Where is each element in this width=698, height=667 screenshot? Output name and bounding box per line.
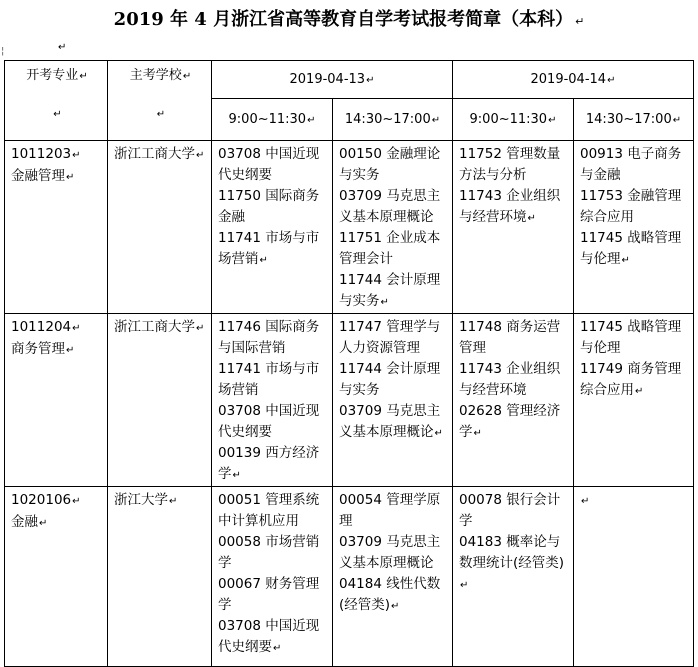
- table-row: [5, 314, 694, 487]
- exam-cell: 03708 中国近现代史纲要 11750 国际商务金融 11741 市场与市场营销↵: [212, 141, 333, 314]
- header-d1-afternoon: 14:30~17:00↵: [333, 99, 453, 141]
- header-date-1: 2019-04-13↵: [212, 61, 453, 99]
- school-cell: 浙江工商大学↵: [108, 314, 212, 487]
- paragraph-mark: ↵: [58, 42, 67, 53]
- header-d2-morning: 9:00~11:30↵: [453, 99, 574, 141]
- margin-marker: ¦: [1, 46, 5, 57]
- major-cell: 1011204↵ 商务管理↵: [5, 314, 108, 487]
- exam-cell: 00051 管理系统中计算机应用 00058 市场营销学 00067 财务管理学 03708 中国近现代史纲要↵: [212, 487, 333, 667]
- exam-cell: 11745 战略管理与伦理 11749 商务管理综合应用↵: [574, 314, 694, 487]
- exam-cell: 00054 管理学原理 03709 马克思主义基本原理概论 04184 线性代数(经管类)↵: [333, 487, 453, 667]
- header-major: 开考专业↵ ↵: [5, 61, 108, 141]
- table-row: [5, 141, 694, 314]
- major-cell: 1011203↵ 金融管理↵: [5, 141, 108, 314]
- exam-cell-empty: ↵: [574, 487, 694, 667]
- header-d2-afternoon: 14:30~17:00↵: [574, 99, 694, 141]
- header-date-2: 2019-04-14↵: [453, 61, 694, 99]
- exam-schedule-table: [4, 60, 694, 667]
- exam-cell: 11748 商务运营管理 11743 企业组织与经营环境 02628 管理经济学↵: [453, 314, 574, 487]
- school-cell: 浙江工商大学↵: [108, 141, 212, 314]
- table-row: [5, 487, 694, 667]
- document-title: 2019 年 4 月浙江省高等教育自学考试报考简章（本科） ↵: [113, 9, 585, 30]
- school-cell: 浙江大学↵: [108, 487, 212, 667]
- exam-cell: 00150 金融理论与实务 03709 马克思主义基本原理概论 11751 企业成本管理会计 11744 会计原理与实务↵: [333, 141, 453, 314]
- exam-cell: 00078 银行会计学 04183 概率论与数理统计(经管类)↵: [453, 487, 574, 667]
- header-d1-morning: 9:00~11:30↵: [212, 99, 333, 141]
- major-cell: 1020106↵ 金融↵: [5, 487, 108, 667]
- exam-cell: 11752 管理数量方法与分析 11743 企业组织与经营环境↵: [453, 141, 574, 314]
- exam-cell: 00913 电子商务与金融 11753 金融管理综合应用 11745 战略管理与伦理↵: [574, 141, 694, 314]
- header-school: 主考学校↵ ↵: [108, 61, 212, 141]
- exam-cell: 11747 管理学与人力资源管理 11744 会计原理与实务 03709 马克思主义基本原理概论↵: [333, 314, 453, 487]
- exam-cell: 11746 国际商务与国际营销 11741 市场与市场营销 03708 中国近现代史纲要 00139 西方经济学↵: [212, 314, 333, 487]
